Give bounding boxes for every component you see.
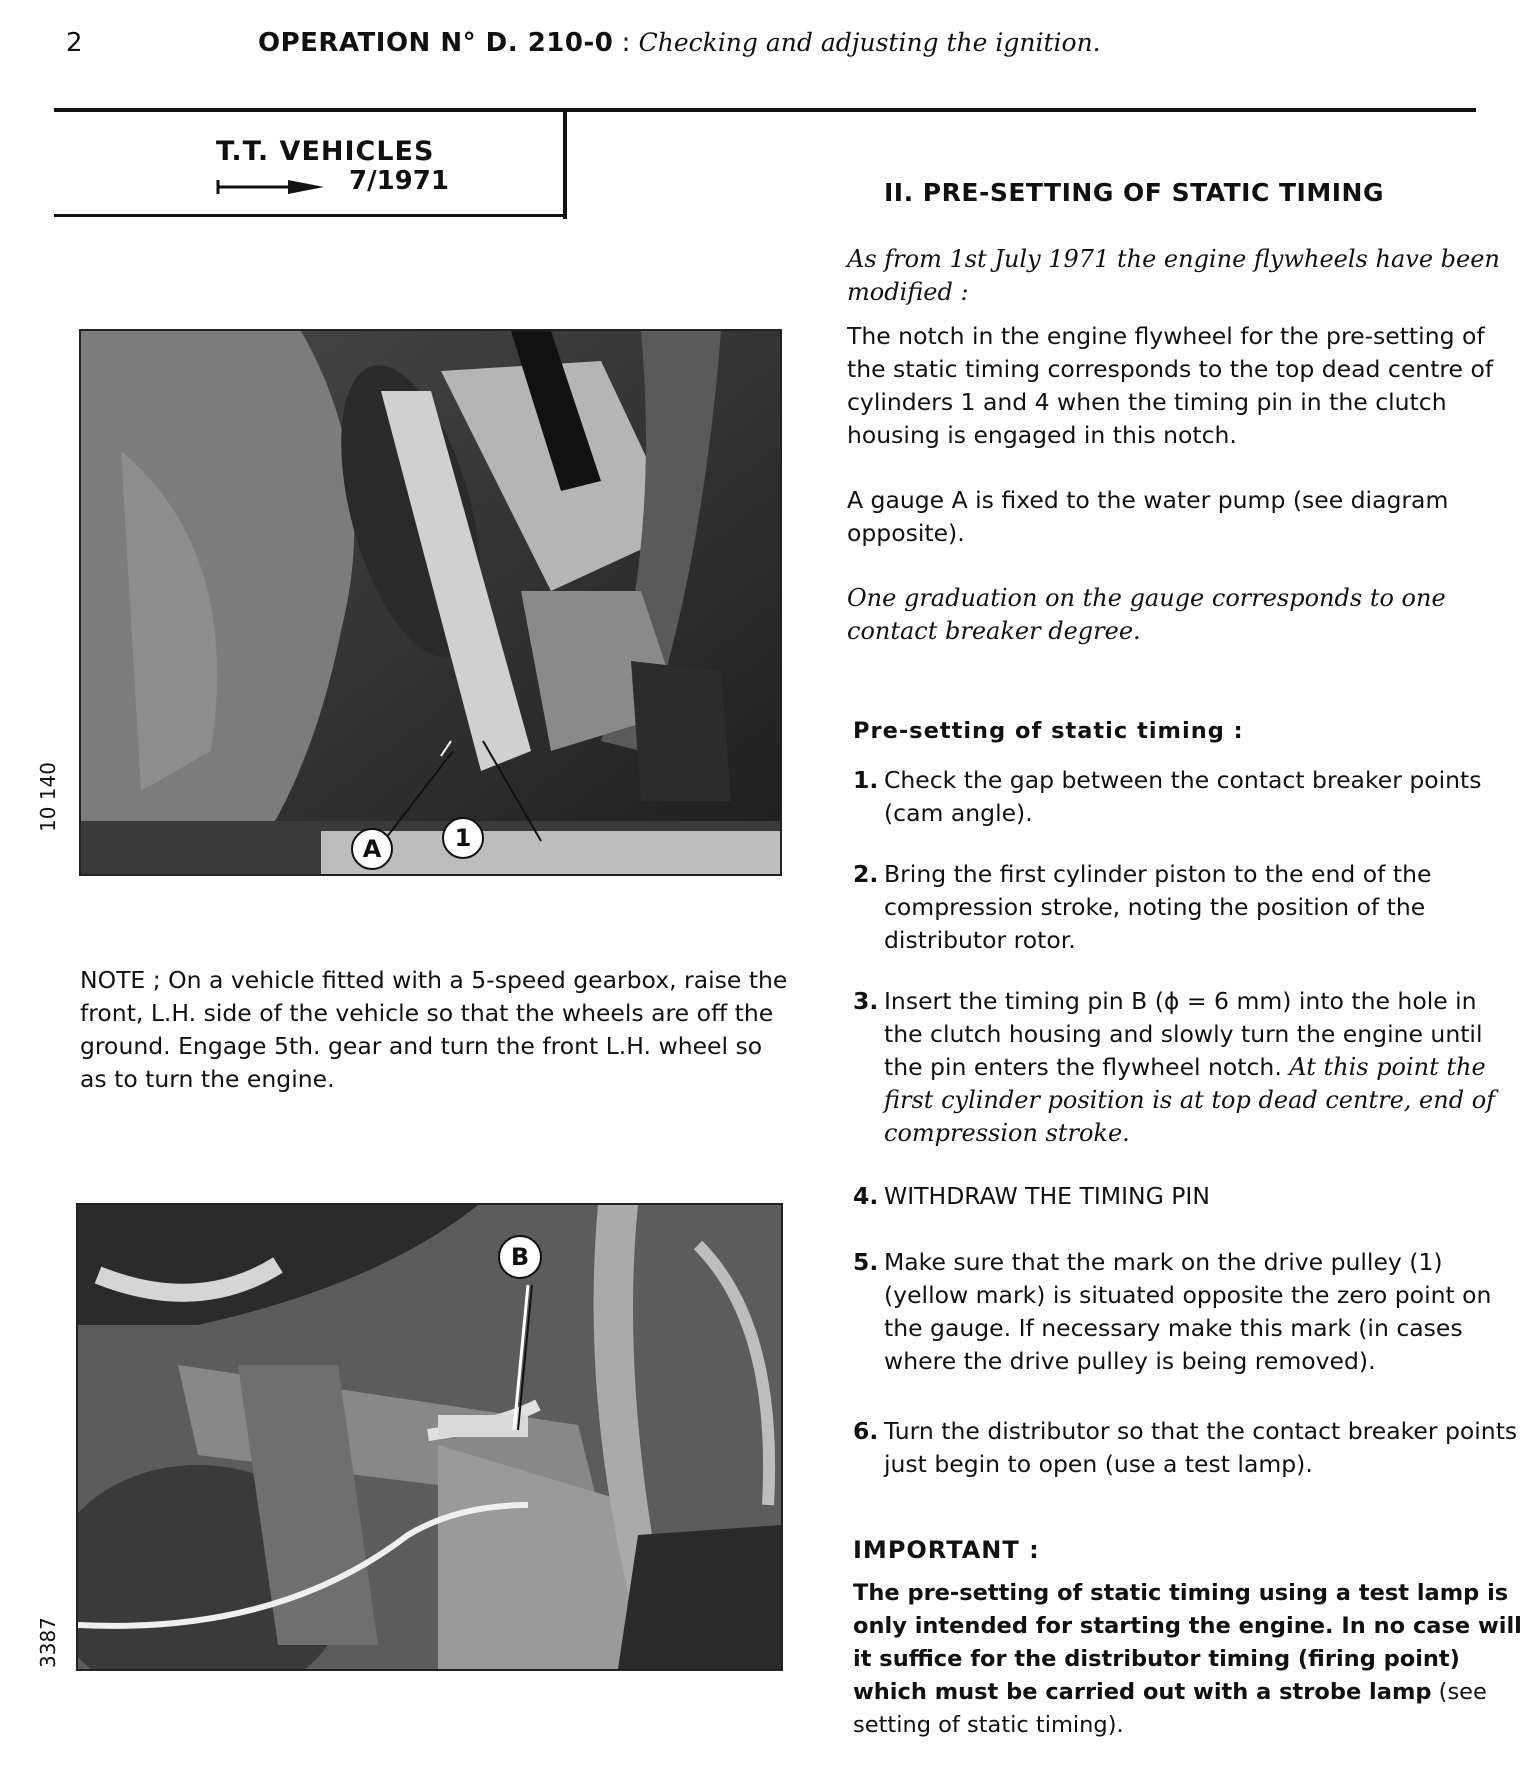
step-text: Bring the first cylinder piston to the end of the compression stroke, noting the position of the distributor rotor.: [884, 860, 1432, 954]
important-title: IMPORTANT :: [853, 1536, 1040, 1564]
step-text-italic: At this point the first cylinder position is at top dead centre, end of compression stroke.: [884, 1053, 1496, 1147]
operation-title: Checking and adjusting the ignition.: [638, 28, 1101, 57]
callout-1: 1: [442, 817, 484, 859]
applicability-box-right: [563, 108, 567, 219]
step-number: 2.: [853, 860, 879, 888]
subheading-presetting: Pre-setting of static timing :: [853, 718, 1244, 744]
step-3: [853, 985, 1518, 1150]
important-text: [853, 1577, 1523, 1742]
step-text: Insert the timing pin B (ϕ = 6 mm) into the hole in the clutch housing and slowly turn the engine until the pin enters the flywheel notch.: [884, 987, 1483, 1081]
paragraph-gauge: A gauge A is fixed to the water pump (see diagram opposite).: [847, 486, 1449, 547]
step-1: [853, 764, 1518, 830]
step-4: [853, 1180, 1518, 1213]
header-rule: [54, 108, 1476, 112]
step-number: 1.: [853, 766, 879, 794]
step-number: 3.: [853, 987, 879, 1015]
step-6: [853, 1415, 1518, 1481]
step-text: Make sure that the mark on the drive pulley (1) (yellow mark) is situated opposite the zero point on the gauge. If necessary make this mark (in cases where the drive pulley is being removed).: [884, 1248, 1492, 1375]
operation-number: OPERATION N° D. 210-0: [258, 28, 614, 58]
section-title: II. PRE-SETTING OF STATIC TIMING: [884, 178, 1384, 207]
callout-b: B: [498, 1235, 542, 1279]
step-5: [853, 1246, 1518, 1378]
step-number: 5.: [853, 1248, 879, 1276]
arrow-right-icon: [216, 177, 326, 197]
step-number: 4.: [853, 1182, 879, 1210]
callout-a: A: [351, 828, 393, 870]
page-header: [258, 28, 1101, 58]
important-bold: The pre-setting of static timing using a test lamp is only intended for starting the engine. In no case will it suffice for the distributor timing (firing point) which must be carried out with a strobe lamp: [853, 1580, 1522, 1705]
page-number: 2: [66, 28, 83, 58]
engine-photo-1: [81, 331, 780, 874]
header-separator: :: [621, 28, 631, 58]
engine-photo-2: [78, 1205, 781, 1669]
step-text-container: [884, 985, 1518, 1150]
note-text: NOTE ; On a vehicle fitted with a 5-speed gearbox, raise the front, L.H. side of the vehicle so that the wheels are off the ground. Engage 5th. gear and turn the front L.H. wheel so as to turn the engine.: [80, 966, 788, 1093]
applicability-box-bottom: [54, 214, 567, 217]
step-number: 6.: [853, 1417, 879, 1445]
step-text: Check the gap between the contact breaker points (cam angle).: [884, 766, 1482, 827]
intro-italic: As from 1st July 1971 the engine flywheels have been modified :: [847, 245, 1500, 306]
figure-2-photo: [76, 1203, 783, 1671]
important-normal: (see setting of static timing).: [853, 1679, 1487, 1738]
figure-1-code: 10 140: [36, 762, 60, 832]
step-text: WITHDRAW THE TIMING PIN: [884, 1182, 1210, 1210]
step-2: [853, 858, 1518, 957]
figure-1-photo: [79, 329, 782, 876]
step-text: Turn the distributor so that the contact breaker points just begin to open (use a test lamp).: [884, 1417, 1518, 1478]
applicability-title: T.T. VEHICLES: [216, 136, 435, 167]
paragraph-notch: The notch in the engine flywheel for the pre-setting of the static timing corresponds to the top dead centre of cylinders 1 and 4 when the timing pin in the clutch housing is engaged in this notch.: [847, 322, 1494, 449]
italic-graduation: One graduation on the gauge corresponds to one contact breaker degree.: [847, 584, 1446, 645]
applicability-date: 7/1971: [349, 166, 449, 196]
figure-2-code: 3387: [36, 1617, 60, 1668]
